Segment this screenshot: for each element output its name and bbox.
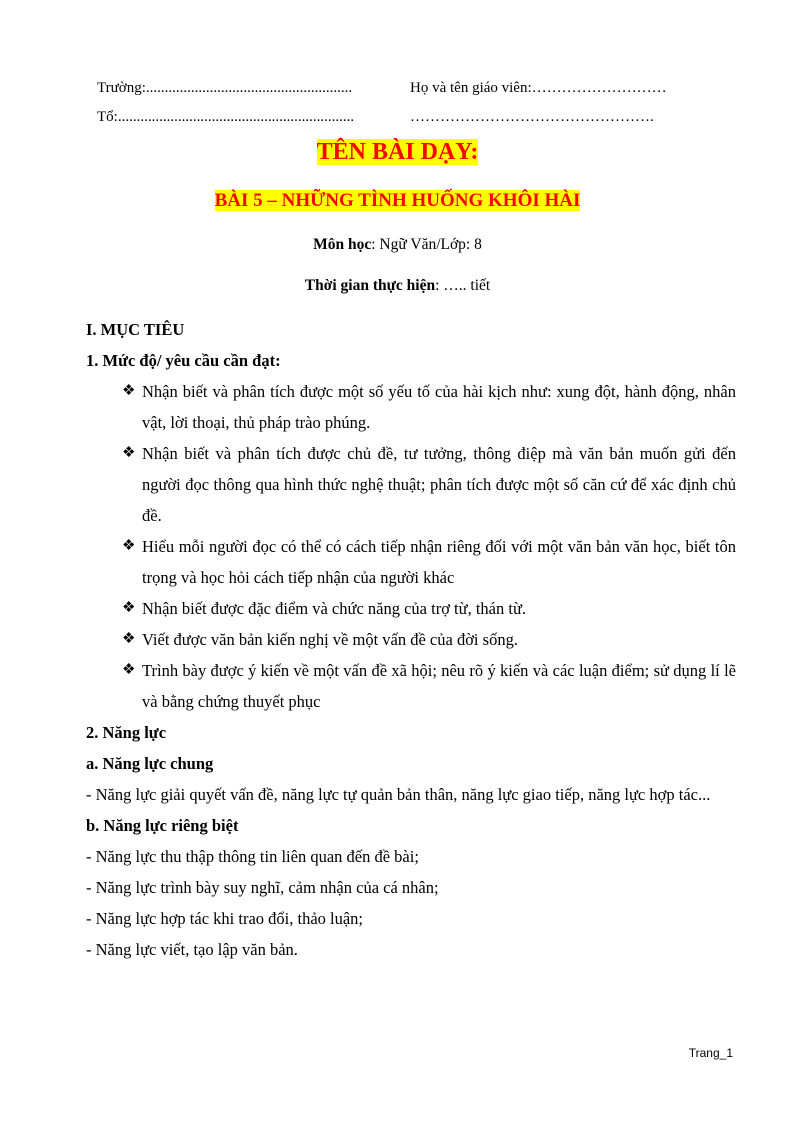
section-heading-2: 2. Năng lực xyxy=(86,723,167,742)
list-item: ❖ Nhận biết và phân tích được một số yếu tố của hài kịch như: xung đột, hành động, nhân vật, lời thoại, thủ pháp trào phúng. xyxy=(110,376,736,438)
page-title xyxy=(0,137,795,167)
diamond-bullet-icon: ❖ xyxy=(122,383,136,399)
section-heading-1-1: 1. Mức độ/ yêu cầu cần đạt: xyxy=(86,351,281,370)
section-heading-1: I. MỤC TIÊU xyxy=(86,320,185,339)
duration-value: : ….. tiết xyxy=(435,277,491,294)
page-title-text: TÊN BÀI DẠY: xyxy=(316,139,479,165)
duration-line xyxy=(0,276,795,296)
teacher-field: Họ và tên giáo viên:……………………… xyxy=(410,80,667,96)
objectives-list xyxy=(110,376,736,717)
section-heading-2a: a. Năng lực chung xyxy=(86,754,214,773)
list-item: ❖ Trình bày được ý kiến về một vấn đề xã hội; nêu rõ ý kiến và các luận điểm; sử dụng lí lẽ và bằng chứng thuyết phục xyxy=(110,655,736,717)
diamond-bullet-icon: ❖ xyxy=(122,538,136,554)
list-item: - Năng lực viết, tạo lập văn bản. xyxy=(86,940,298,959)
diamond-bullet-icon: ❖ xyxy=(122,600,136,616)
lesson-title xyxy=(0,188,795,214)
lesson-title-text: BÀI 5 – NHỮNG TÌNH HUỐNG KHÔI HÀI xyxy=(214,190,581,211)
general-competency-text: - Năng lực giải quyết vấn đề, năng lực tự quản bản thân, năng lực giao tiếp, năng lực hợp tác... xyxy=(86,785,711,804)
subject-line xyxy=(0,235,795,255)
duration-label: Thời gian thực hiện xyxy=(304,277,436,294)
teacher-line-field: …………………………………………. xyxy=(410,109,654,125)
diamond-bullet-icon: ❖ xyxy=(122,631,136,647)
list-item: - Năng lực thu thập thông tin liên quan đến đề bài; xyxy=(86,847,419,866)
diamond-bullet-icon: ❖ xyxy=(122,662,136,678)
diamond-bullet-icon: ❖ xyxy=(122,445,136,461)
list-item: ❖ Nhận biết và phân tích được chủ đề, tư tưởng, thông điệp mà văn bản muốn gửi đến người đọc thông qua hình thức nghệ thuật; phân tích được một số căn cứ để xác định chủ đề. xyxy=(110,438,736,531)
list-item: - Năng lực trình bày suy nghĩ, cảm nhận của cá nhân; xyxy=(86,878,439,897)
subject-value: : Ngữ Văn/Lớp: 8 xyxy=(371,236,482,253)
group-field: Tổ:............................................................... xyxy=(97,109,355,125)
main-content xyxy=(86,314,736,965)
school-field: Trường:....................................................... xyxy=(97,80,353,96)
section-heading-2b: b. Năng lực riêng biệt xyxy=(86,816,239,835)
list-item: ❖ Nhận biết được đặc điểm và chức năng của trợ từ, thán từ. xyxy=(110,593,736,624)
list-item: ❖ Viết được văn bản kiến nghị về một vấn đề của đời sống. xyxy=(110,624,736,655)
list-item: - Năng lực hợp tác khi trao đổi, thảo luận; xyxy=(86,909,364,928)
list-item: ❖ Hiểu mỗi người đọc có thể có cách tiếp nhận riêng đối với một văn bản văn học, biết tôn trọng và học hỏi cách tiếp nhận của người khác xyxy=(110,531,736,593)
page-number: Trang_1 xyxy=(688,1046,733,1060)
subject-label: Môn học xyxy=(313,236,372,253)
